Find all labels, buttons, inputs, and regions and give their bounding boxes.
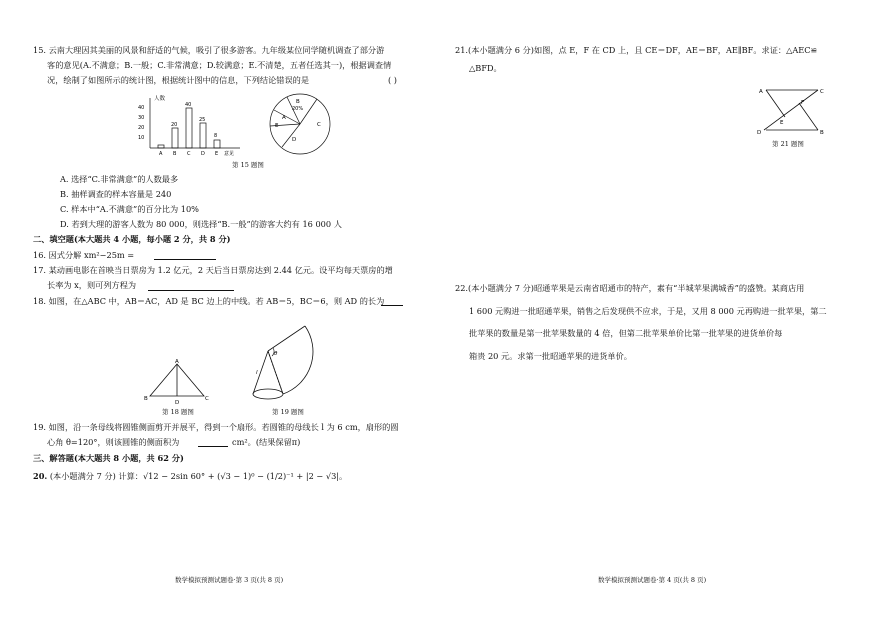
pie-label-E: E bbox=[275, 123, 279, 129]
fig18-triangle bbox=[140, 356, 216, 406]
bar-ytick-20: 20 bbox=[138, 125, 145, 131]
q21-line1: 21.(本小题满分 6 分)如图，点 E，F 在 CD 上，且 CE＝DF，AE＝BF，AE∥BF。求证：△AEC≌ bbox=[455, 45, 818, 55]
bar-C bbox=[186, 108, 192, 148]
section-2-heading: 二、填空题(本大题共 4 小题，每小题 2 分，共 8 分) bbox=[33, 234, 231, 244]
bar-label-D: 25 bbox=[199, 117, 206, 123]
bar-ytick-10: 10 bbox=[138, 135, 145, 141]
bar-xlabel: 意见 bbox=[224, 151, 235, 157]
fig18-label-D: D bbox=[175, 400, 180, 406]
q15-line2: 客的意见(A.不满意；B.一般；C.非常满意；D.较满意；E.不清楚，五者任选其一)，根据调查情 bbox=[47, 60, 392, 70]
bar-label-C: 40 bbox=[185, 102, 192, 108]
q15-pie-chart bbox=[262, 90, 342, 158]
q22-line1: 22.(本小题满分 7 分)昭通苹果是云南省昭通市的特产，素有“半城苹果满城香”的盛赞。某商店用 bbox=[455, 283, 805, 293]
q21-line2: △BFD。 bbox=[469, 63, 502, 73]
q17-line2: 长率为 x，则可列方程为 bbox=[47, 280, 137, 290]
bar-label-B: 20 bbox=[171, 122, 178, 128]
q19-blank bbox=[198, 446, 228, 447]
q15-line3: 况，绘制了如图所示的统计图，根据统计图中的信息，下列结论错误的是 bbox=[47, 75, 310, 85]
footer-right: 数学模拟预测试题卷·第 4 页(共 8 页) bbox=[598, 576, 707, 584]
q20-expression: 计算：√12 − 2sin 60° + (√3 − 1)⁰ − (1/2)⁻¹ + |2 − √3|。 bbox=[118, 471, 348, 481]
fig19-theta: θ bbox=[274, 351, 278, 357]
fig19-l: l bbox=[256, 370, 258, 376]
pie-label-A: A bbox=[282, 115, 286, 121]
bar-A bbox=[158, 145, 164, 148]
bar-ylabel: 人数 bbox=[154, 96, 166, 102]
q19-line1: 19. 如图，沿一条母线将圆锥侧面剪开并展平，得到一个扇形。若圆锥的母线长 l 为 6 cm，扇形的圆 bbox=[33, 422, 399, 432]
bar-label-E: 8 bbox=[214, 133, 218, 139]
pie-label-D: D bbox=[292, 137, 297, 143]
q18-blank bbox=[381, 305, 403, 306]
q15-caption: 第 15 题图 bbox=[232, 161, 264, 169]
q22-line4: 箱贵 20 元。求第一批昭通苹果的进货单价。 bbox=[469, 351, 632, 361]
q15-option-b: B. 抽样调查的样本容量是 240 bbox=[60, 189, 172, 199]
q20-score: (本小题满分 7 分) bbox=[49, 471, 116, 481]
pie-label-B: B bbox=[296, 99, 300, 105]
pie-label-C: C bbox=[317, 122, 321, 128]
fig21-label-A: A bbox=[759, 89, 763, 95]
bar-cat-D: D bbox=[201, 151, 205, 157]
q16-blank bbox=[154, 259, 216, 260]
bar-cat-B: B bbox=[173, 151, 177, 157]
q15-option-d: D. 若到大理的游客人数为 80 000，则选择“B.一般”的游客大约有 16 000 人 bbox=[60, 219, 342, 229]
q19-line2: 心角 θ=120°，则该圆锥的侧面积为 bbox=[47, 437, 180, 447]
q18: 18. 如图，在△ABC 中，AB＝AC，AD 是 BC 边上的中线。若 AB＝5，BC＝6，则 AD 的长为 bbox=[33, 296, 385, 306]
q17-blank bbox=[148, 290, 234, 291]
section-3-heading: 三、解答题(本大题共 8 小题，共 62 分) bbox=[33, 453, 184, 463]
bar-ytick-40: 40 bbox=[138, 105, 145, 111]
q20-number: 20. bbox=[33, 471, 48, 481]
fig21-label-E: E bbox=[780, 120, 784, 126]
fig19-caption: 第 19 题图 bbox=[272, 408, 304, 416]
fig18-label-C: C bbox=[205, 396, 209, 402]
bar-E bbox=[214, 140, 220, 148]
fig19-cone-sector bbox=[245, 318, 355, 408]
q16: 16. 因式分解 xm²−25m = bbox=[33, 250, 135, 260]
fig21-geometry bbox=[752, 84, 832, 140]
bar-B bbox=[172, 128, 178, 148]
q22-line3: 批苹果的数量是第一批苹果数量的 4 倍，但第二批苹果单价比第一批苹果的进货单价每 bbox=[469, 328, 783, 338]
q22-line2: 1 600 元购进一批昭通苹果，销售之后发现供不应求，于是，又用 8 000 元再购进一批苹果，第二 bbox=[469, 306, 827, 316]
bar-cat-C: C bbox=[187, 151, 191, 157]
fig21-label-D: D bbox=[757, 130, 762, 136]
footer-left: 数学模拟预测试题卷·第 3 页(共 8 页) bbox=[175, 576, 284, 584]
bar-ytick-30: 30 bbox=[138, 115, 145, 121]
fig21-caption: 第 21 题图 bbox=[772, 140, 804, 148]
pie-label-B-percent: 20% bbox=[292, 106, 304, 112]
fig18-caption: 第 18 题图 bbox=[162, 408, 194, 416]
bar-cat-E: E bbox=[215, 151, 219, 157]
q15-bar-chart bbox=[132, 92, 252, 160]
q20 bbox=[33, 470, 347, 483]
fig21-label-B: B bbox=[820, 130, 824, 136]
q19-unit: cm²。(结果保留π) bbox=[232, 437, 301, 447]
bar-D bbox=[200, 123, 206, 148]
q15-option-c: C. 样本中“A.不满意”的百分比为 10% bbox=[60, 204, 199, 214]
q15-line1: 15. 云南大理因其美丽的风景和舒适的气候，吸引了很多游客。九年级某位同学随机调查了部分游 bbox=[33, 45, 385, 55]
fig21-label-C: C bbox=[820, 89, 824, 95]
bar-cat-A: A bbox=[159, 151, 163, 157]
q15-option-a: A. 选择“C.非常满意”的人数最多 bbox=[60, 174, 179, 184]
fig18-label-B: B bbox=[144, 396, 148, 402]
q15-answer-paren: ( ) bbox=[388, 75, 397, 85]
q17-line1: 17. 某动画电影在首映当日票房为 1.2 亿元，2 天后当日票房达到 2.44 亿元。设平均每天票房的增 bbox=[33, 265, 393, 275]
fig21-label-F: F bbox=[801, 100, 805, 106]
fig18-label-A: A bbox=[175, 359, 179, 365]
